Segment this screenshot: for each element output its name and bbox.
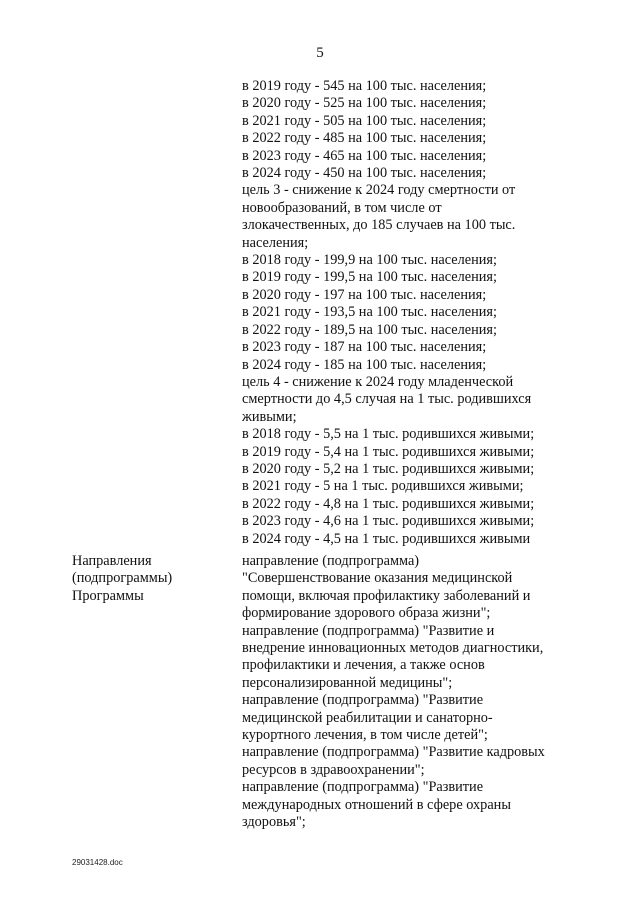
target-line: в 2020 году - 197 на 100 тыс. населения; <box>242 286 487 303</box>
direction-line: направление (подпрограмма) <box>242 553 420 569</box>
target-line: в 2021 году - 505 на 100 тыс. населения; <box>242 112 487 129</box>
target-line: в 2019 году - 545 на 100 тыс. населения; <box>242 78 487 94</box>
target-line: новообразований, в том числе от <box>242 199 442 216</box>
section-label-line: Программы <box>72 587 144 604</box>
target-line: смертности до 4,5 случая на 1 тыс. родившихся <box>242 391 532 408</box>
target-line: живыми; <box>242 408 297 425</box>
target-line: населения; <box>242 234 309 251</box>
target-line: в 2019 году - 5,4 на 1 тыс. родившихся живыми; <box>242 443 535 460</box>
target-line: в 2018 году - 5,5 на 1 тыс. родившихся живыми; <box>242 426 535 443</box>
target-line: в 2023 году - 187 на 100 тыс. населения; <box>242 339 487 356</box>
direction-line: международных отношений в сфере охраны <box>242 796 511 813</box>
target-line: в 2022 году - 485 на 100 тыс. населения; <box>242 130 487 147</box>
page-number: 5 <box>316 45 324 61</box>
target-line: в 2021 году - 193,5 на 100 тыс. населения; <box>242 304 497 321</box>
target-line: в 2020 году - 5,2 на 1 тыс. родившихся живыми; <box>242 460 535 477</box>
target-line: злокачественных, до 185 случаев на 100 тыс. <box>242 217 516 234</box>
target-line: в 2020 году - 525 на 100 тыс. населения; <box>242 95 487 112</box>
targets-column <box>242 78 572 548</box>
direction-line: направление (подпрограмма) "Развитие <box>242 779 484 796</box>
direction-line: внедрение инновационных методов диагностики, <box>242 640 544 657</box>
direction-line: направление (подпрограмма) "Развитие кадровых <box>242 744 545 761</box>
direction-line: персонализированной медицины"; <box>242 674 453 691</box>
direction-line: формирование здорового образа жизни"; <box>242 605 491 622</box>
direction-line: ресурсов в здравоохранении"; <box>242 761 425 778</box>
direction-line: "Совершенствование оказания медицинской <box>242 570 513 587</box>
direction-line: профилактики и лечения, а также основ <box>242 657 485 674</box>
target-line: в 2023 году - 4,6 на 1 тыс. родившихся живыми; <box>242 513 535 530</box>
section-label <box>72 553 232 605</box>
target-line: в 2021 году - 5 на 1 тыс. родившихся живыми; <box>242 478 524 495</box>
direction-line: направление (подпрограмма) "Развитие <box>242 692 484 709</box>
target-line: в 2024 году - 450 на 100 тыс. населения; <box>242 165 487 182</box>
document-footer: 29031428.doc <box>72 858 123 867</box>
direction-line: курортного лечения, в том числе детей"; <box>242 727 488 744</box>
target-line: цель 4 - снижение к 2024 году младенческой <box>242 373 514 390</box>
target-line: в 2022 году - 4,8 на 1 тыс. родившихся живыми; <box>242 495 535 512</box>
target-line: в 2018 году - 199,9 на 100 тыс. населения; <box>242 252 497 269</box>
target-line: цель 3 - снижение к 2024 году смертности от <box>242 182 516 199</box>
target-line: в 2024 году - 185 на 100 тыс. населения; <box>242 356 487 373</box>
direction-line: здоровья"; <box>242 814 306 831</box>
direction-line: помощи, включая профилактику заболеваний и <box>242 587 531 604</box>
target-line: в 2024 году - 4,5 на 1 тыс. родившихся живыми <box>242 530 531 547</box>
direction-line: направление (подпрограмма) "Развитие и <box>242 622 495 639</box>
section-label-line: (подпрограммы) <box>72 570 173 587</box>
directions-list <box>242 553 582 832</box>
target-line: в 2022 году - 189,5 на 100 тыс. населения; <box>242 321 497 338</box>
direction-line: медицинской реабилитации и санаторно- <box>242 709 493 726</box>
section-label-line: Направления <box>72 553 152 569</box>
target-line: в 2019 году - 199,5 на 100 тыс. населения; <box>242 269 497 286</box>
target-line: в 2023 году - 465 на 100 тыс. населения; <box>242 147 487 164</box>
